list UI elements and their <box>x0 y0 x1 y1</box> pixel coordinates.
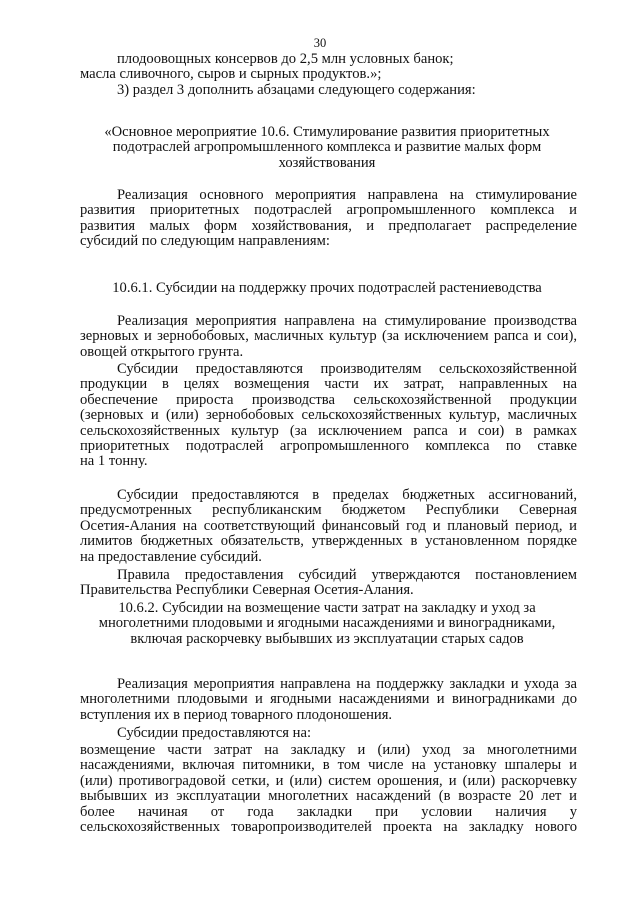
page-number: 30 <box>313 36 327 50</box>
text-line: плодоовощных консервов до 2,5 млн условных банок; <box>117 51 454 67</box>
text-line: продукции в целях возмещения части их затрат, направленных на <box>80 376 577 393</box>
text-line: масла сливочного, сыров и сырных продуктов.»; <box>80 66 382 83</box>
text-line: более начиная от года закладки при условии наличия у <box>80 803 577 820</box>
text-line: Реализация мероприятия направлена на стимулирование производства <box>117 313 577 329</box>
section-intro-paragraph <box>80 188 577 250</box>
subheading-10-6-2 <box>62 601 592 647</box>
text-line: развития приоритетных подотраслей агропромышленного комплекса и <box>80 202 577 219</box>
text-line: сельскохозяйственных товаропроизводителей проекта на закладку нового <box>80 818 577 835</box>
text-line: вступления их в период товарного плодоношения. <box>80 706 393 723</box>
subheading-line: включая раскорчевку выбывших из эксплуатации старых садов <box>130 630 524 647</box>
text-line: насаждениями, включая питомники, в том числе на установку шпалеры и <box>80 757 577 774</box>
text-line: на предоставление субсидий. <box>80 548 262 565</box>
text-line: овощей открытого грунта. <box>80 343 244 360</box>
paragraph <box>80 726 577 741</box>
paragraph <box>80 743 577 835</box>
text-line: Субсидии предоставляются производителям сельскохозяйственной <box>117 361 577 377</box>
text-line: 3) раздел 3 дополнить абзацами следующего содержания: <box>117 81 476 98</box>
paragraph <box>80 677 577 723</box>
subheading-line: многолетними плодовыми и ягодными насаждениями и виноградниками, <box>98 615 556 632</box>
text-line: сельскохозяйственных культур (за исключением рапса и сои) в рамках <box>80 422 577 439</box>
text-line: приоритетных подотраслей агропромышленного комплекса по ставке <box>80 437 577 454</box>
text-line: Осетия-Алания на соответствующий финансовый год и плановый период, и <box>80 517 577 534</box>
text-line: лимитов бюджетных обязательств, утвержденных в установленном порядке <box>80 533 577 550</box>
text-line: многолетними плодовыми и ягодными насаждениями и виноградниками до <box>80 691 577 708</box>
text-line: зерновых и зернобобовых, масличных культур (за исключением рапса и сои), <box>80 328 577 345</box>
text-line: субсидий по следующим направлениям: <box>80 233 330 250</box>
subheading-line: 10.6.2. Субсидии на возмещение части затрат на закладку и уход за <box>118 600 536 616</box>
text-line: Правительства Республики Северная Осетия-Алания. <box>80 582 414 599</box>
paragraph <box>80 488 577 565</box>
section-title-line: подотраслей агропромышленного комплекса и развитие малых форм <box>112 139 542 156</box>
text-line: Субсидии предоставляются в пределах бюджетных ассигнований, <box>117 487 577 503</box>
intro-block <box>80 52 577 98</box>
text-line: Субсидии предоставляются на: <box>117 725 312 741</box>
section-title-line: «Основное мероприятие 10.6. Стимулирование развития приоритетных <box>104 124 550 140</box>
paragraph <box>80 568 577 599</box>
text-line: выбывших из эксплуатации многолетних насаждений (в возрасте 20 лет и <box>80 788 577 805</box>
paragraph <box>80 314 577 360</box>
text-line: Реализация мероприятия направлена на поддержку закладки и ухода за <box>117 676 577 692</box>
text-line: развития малых форм хозяйствования, и предполагает распределение <box>80 217 577 234</box>
subheading-10-6-1: 10.6.1. Субсидии на поддержку прочих подотраслей растениеводства <box>112 280 542 296</box>
text-line: Правила предоставления субсидий утверждаются постановлением <box>117 567 577 583</box>
section-title-line: хозяйствования <box>278 154 376 171</box>
text-line: (или) противоградовой сетки, и (или) систем орошения, и (или) раскорчевку <box>80 772 577 789</box>
paragraph <box>80 362 577 470</box>
text-line: возмещение части затрат на закладку и (или) уход за многолетними <box>80 742 577 758</box>
text-line: Реализация основного мероприятия направлена на стимулирование <box>117 187 577 203</box>
section-title <box>62 125 592 171</box>
text-line: предусмотренных республиканским бюджетом Республики Северная <box>80 502 577 519</box>
text-line: (зерновых и (или) зернобобовых сельскохозяйственных культур, масличных <box>80 407 577 424</box>
text-line: обеспечение прироста производства сельскохозяйственной продукции <box>80 391 577 408</box>
text-line: на 1 тонну. <box>80 453 148 470</box>
